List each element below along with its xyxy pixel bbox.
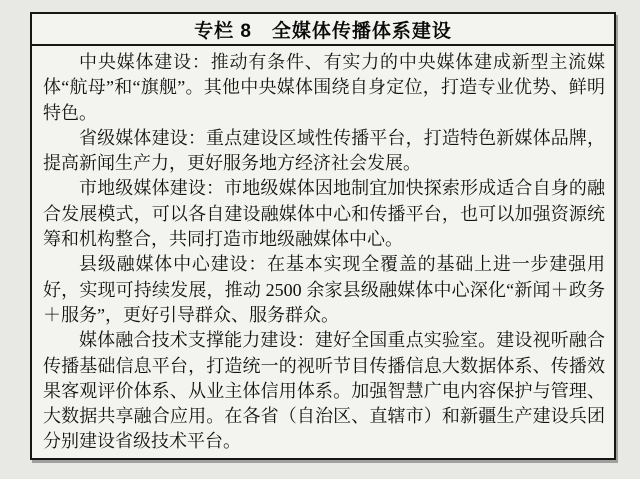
policy-column-box	[30, 12, 616, 460]
paragraph: 市地级媒体建设：市地级媒体因地制宜加快探索形成适合自身的融合发展模式，可以各自建设融媒体中心和传播平台，也可以加强资源统筹和机构整合，共同打造市地级融媒体中心。	[43, 178, 605, 250]
box-title: 专栏 8 全媒体传播体系建设	[32, 14, 614, 46]
paragraph: 媒体融合技术支撑能力建设：建好全国重点实验室。建设视听融合传播基础信息平台，打造统一的视听节目传播信息大数据体系、传播效果客观评价体系、从业主体信用体系。加强智慧广电内容保护与管理、大数据共享融合应用。在各省（自治区、直辖市）和新疆生产建设兵团分别建设省级技术平台。	[43, 330, 605, 452]
paragraph: 省级媒体建设：重点建设区域性传播平台，打造特色新媒体品牌，提高新闻生产力，更好服务地方经济社会发展。	[43, 127, 605, 174]
paragraph: 中央媒体建设：推动有条件、有实力的中央媒体建成新型主流媒体“航母”和“旗舰”。其他中央媒体围绕自身定位，打造专业优势、鲜明特色。	[43, 52, 605, 123]
box-body	[32, 46, 614, 455]
paragraph: 县级融媒体中心建设：在基本实现全覆盖的基础上进一步建强用好，实现可持续发展，推动 2500 余家县级融媒体中心深化“新闻＋政务＋服务”，更好引导群众、服务群众。	[43, 254, 605, 325]
